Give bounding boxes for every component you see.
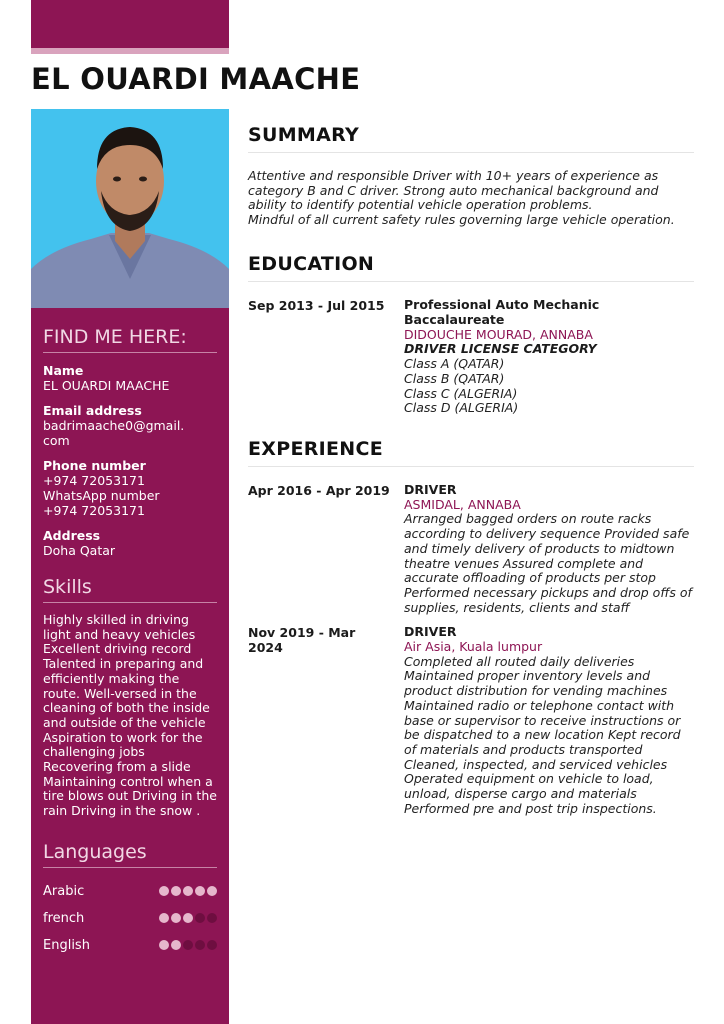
- entry-body: [404, 483, 694, 615]
- entry-organization: Air Asia, Kuala lumpur: [404, 639, 543, 655]
- entry-description: Completed all routed daily deliveries Maintained proper inventory levels and product distribution for vending machines Maintained radio or telephone contact with base or supervisor to receive instructions or be dispatched to a new location Kept record of materials and products transported Cleaned, inspected, and serviced vehicles Operated equipment on vehicle to load, unload, disperse cargo and materials Performed pre and post trip inspections.: [404, 653, 681, 816]
- education-heading: EDUCATION: [248, 253, 694, 282]
- language-name: Arabic: [43, 883, 85, 899]
- level-dot-empty: [195, 940, 205, 950]
- level-dot-filled: [159, 940, 169, 950]
- education-section: [248, 253, 694, 416]
- language-name: french: [43, 910, 85, 926]
- person-portrait-icon: [31, 109, 229, 308]
- find-me-heading: FIND ME HERE:: [43, 326, 217, 353]
- contact-address-label: Address: [43, 528, 101, 543]
- language-name: English: [43, 937, 90, 953]
- entry-subtitle: DRIVER LICENSE CATEGORY: [404, 341, 597, 357]
- contact-name-value: EL OUARDI MAACHE: [43, 378, 170, 393]
- experience-entry: [248, 625, 694, 816]
- language-level-dots: [159, 913, 217, 923]
- sidebar-top-accent-line: [31, 48, 229, 54]
- level-dot-empty: [195, 913, 205, 923]
- entry-organization: DIDOUCHE MOURAD, ANNABA: [404, 326, 593, 342]
- language-row: [43, 878, 217, 905]
- contact-email: [43, 403, 217, 448]
- level-dot-filled: [171, 940, 181, 950]
- language-row: [43, 932, 217, 959]
- license-class: Class D (ALGERIA): [404, 400, 519, 416]
- entry-description: Arranged bagged orders on route racks according to delivery sequence Provided safe and timely delivery of products to midtown theatre venues Assured complete and accurate offloading of products per stop Performed necessary pickups and drop offs of supplies, residents, clients and staff: [404, 511, 692, 615]
- experience-entry: [248, 483, 694, 615]
- contact-address: [43, 528, 217, 558]
- entry-date: Nov 2019 - Mar 2024: [248, 625, 356, 656]
- summary-text: Attentive and responsible Driver with 10+ years of experience as category B and C driver. Strong auto mechanical background and ability to identify potential vehicle operation problems. Mindful of all current safety rules governing large vehicle operation.: [248, 168, 675, 227]
- profile-photo: [31, 109, 229, 308]
- contact-name-label: Name: [43, 363, 84, 378]
- sidebar: [31, 308, 229, 1024]
- level-dot-filled: [207, 886, 217, 896]
- summary-section: [248, 124, 694, 227]
- level-dot-empty: [207, 940, 217, 950]
- contact-phone: [43, 458, 217, 518]
- license-class: Class C (ALGERIA): [404, 385, 518, 401]
- language-level-dots: [159, 940, 217, 950]
- level-dot-filled: [183, 886, 193, 896]
- entry-title: Professional Auto Mechanic Baccalaureate: [404, 297, 600, 328]
- skills-heading: Skills: [43, 576, 217, 603]
- education-entry: [248, 298, 694, 416]
- contact-email-value[interactable]: badrimaache0@gmail. com: [43, 418, 185, 448]
- language-level-dots: [159, 886, 217, 896]
- main-content: [248, 124, 694, 826]
- contact-phone-value[interactable]: +974 72053171 WhatsApp number +974 72053171: [43, 473, 160, 518]
- entry-body: [404, 625, 694, 816]
- entry-organization: ASMIDAL, ANNABA: [404, 496, 521, 512]
- experience-section: [248, 438, 694, 816]
- license-class: Class A (QATAR): [404, 356, 505, 372]
- languages-heading: Languages: [43, 841, 217, 868]
- contact-address-value: Doha Qatar: [43, 543, 116, 558]
- skills-text: Highly skilled in driving light and heavy vehicles Excellent driving record Talented in preparing and efficiently making the route. Well-versed in the cleaning of both the inside and outside of the vehicle Aspiration to work for the challenging jobs Recovering from a slide Maintaining control when a tire blows out Driving in the rain Driving in the snow .: [43, 612, 217, 819]
- level-dot-filled: [195, 886, 205, 896]
- level-dot-filled: [159, 886, 169, 896]
- entry-body: [404, 298, 694, 416]
- level-dot-filled: [171, 886, 181, 896]
- entry-title: DRIVER: [404, 482, 457, 497]
- contact-name: [43, 363, 217, 393]
- entry-date: Sep 2013 - Jul 2015: [248, 298, 385, 314]
- level-dot-filled: [183, 913, 193, 923]
- experience-heading: EXPERIENCE: [248, 438, 694, 467]
- entry-title: DRIVER: [404, 624, 457, 640]
- license-class: Class B (QATAR): [404, 370, 505, 386]
- level-dot-empty: [207, 913, 217, 923]
- level-dot-empty: [183, 940, 193, 950]
- contact-phone-label: Phone number: [43, 458, 146, 473]
- language-row: [43, 905, 217, 932]
- language-list: [43, 878, 217, 959]
- summary-heading: SUMMARY: [248, 124, 694, 153]
- sidebar-top-band: [31, 0, 229, 48]
- contact-email-label: Email address: [43, 403, 142, 418]
- entry-date: Apr 2016 - Apr 2019: [248, 483, 390, 498]
- candidate-name: EL OUARDI MAACHE: [31, 62, 361, 96]
- level-dot-filled: [159, 913, 169, 923]
- level-dot-filled: [171, 913, 181, 923]
